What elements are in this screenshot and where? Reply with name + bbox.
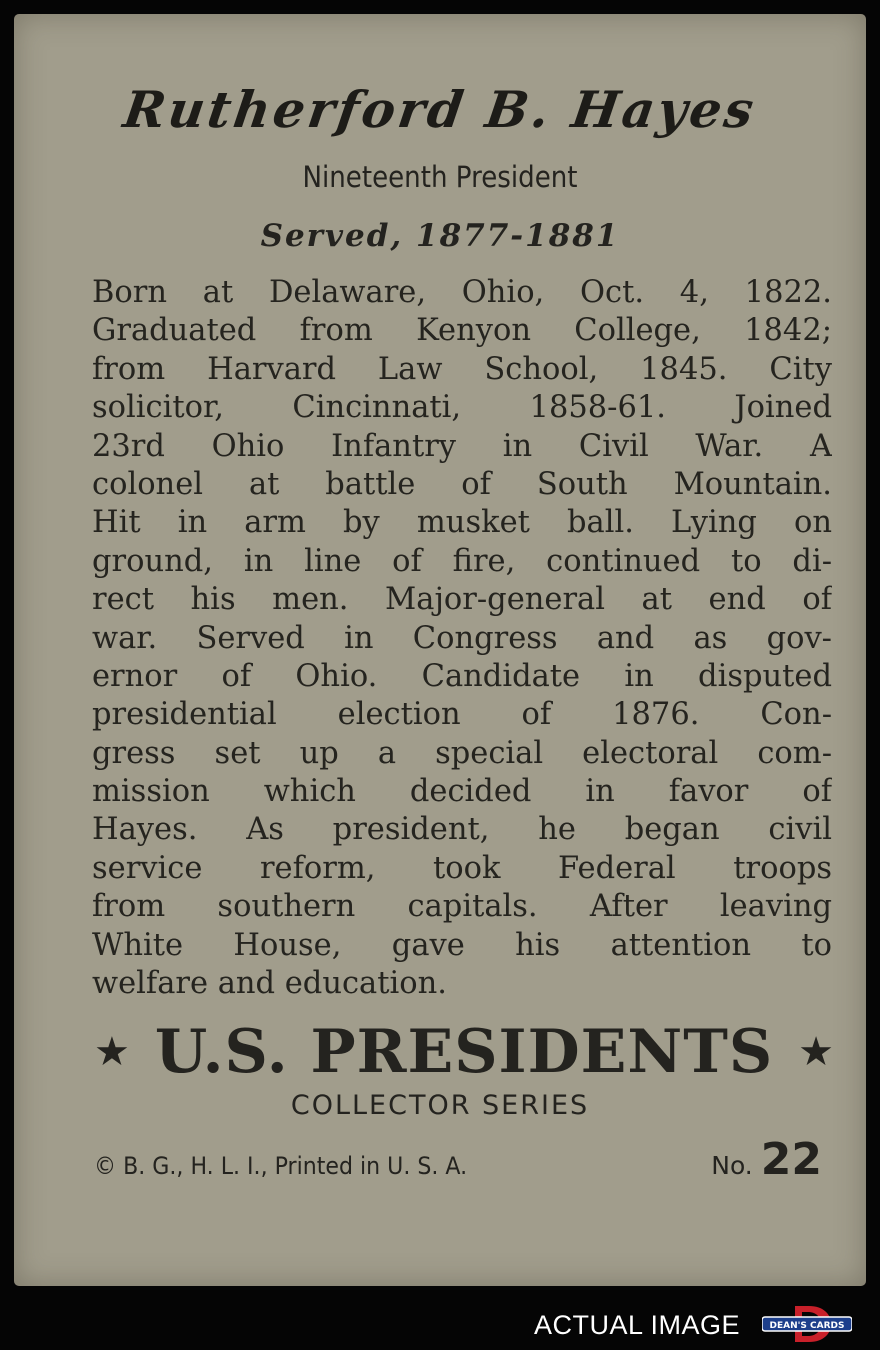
- actual-image-caption: ACTUAL IMAGE: [534, 1310, 741, 1340]
- series-name: U.S. PRESIDENTS: [154, 1017, 774, 1087]
- bio-line: colonel at battle of South Mountain.: [92, 466, 832, 502]
- biography-text: [92, 274, 832, 1003]
- bio-line: welfare and education.: [92, 966, 447, 1002]
- bio-line: mission which decided in favor of: [92, 774, 832, 810]
- term-served: Served, 1877-1881: [260, 218, 620, 254]
- card-number-label: No.: [711, 1151, 753, 1180]
- bio-line: service reform, took Federal troops: [92, 850, 832, 886]
- bio-line: Hit in arm by musket ball. Lying on: [92, 505, 832, 541]
- bio-line: from Harvard Law School, 1845. City: [92, 351, 832, 387]
- star-icon: ★: [94, 1029, 130, 1075]
- bio-line: gress set up a special electoral com-: [92, 735, 832, 771]
- bio-line: ground, in line of fire, continued to di-: [92, 543, 832, 579]
- bio-line: Born at Delaware, Ohio, Oct. 4, 1822.: [92, 275, 832, 310]
- bio-line: Hayes. As president, he began civil: [92, 812, 832, 848]
- card-number: [711, 1134, 822, 1185]
- bio-line: 23rd Ohio Infantry in Civil War. A: [92, 428, 832, 464]
- bio-line: presidential election of 1876. Con-: [92, 697, 832, 733]
- bio-line: rect his men. Major-general at end of: [92, 582, 832, 618]
- copyright-notice: © B. G., H. L. I., Printed in U. S. A.: [94, 1152, 468, 1180]
- trading-card-back: [14, 14, 866, 1286]
- deans-cards-logo-icon: [762, 1304, 852, 1344]
- bio-line: solicitor, Cincinnati, 1858-61. Joined: [92, 390, 832, 426]
- bio-line: from southern capitals. After leaving: [92, 889, 832, 925]
- president-name: Rutherford B. Hayes: [119, 80, 761, 139]
- bio-line: ernor of Ohio. Candidate in disputed: [92, 658, 832, 694]
- card-number-value: 22: [760, 1134, 822, 1185]
- president-ordinal: Nineteenth President: [302, 160, 578, 194]
- bio-line: Graduated from Kenyon College, 1842;: [92, 313, 832, 349]
- series-subtitle: COLLECTOR SERIES: [290, 1090, 590, 1121]
- logo-text: DEAN'S CARDS: [769, 1321, 845, 1331]
- bio-line: war. Served in Congress and as gov-: [92, 620, 832, 656]
- star-icon: ★: [798, 1029, 834, 1075]
- bio-line: White House, gave his attention to: [92, 927, 832, 963]
- series-title: [94, 1014, 834, 1090]
